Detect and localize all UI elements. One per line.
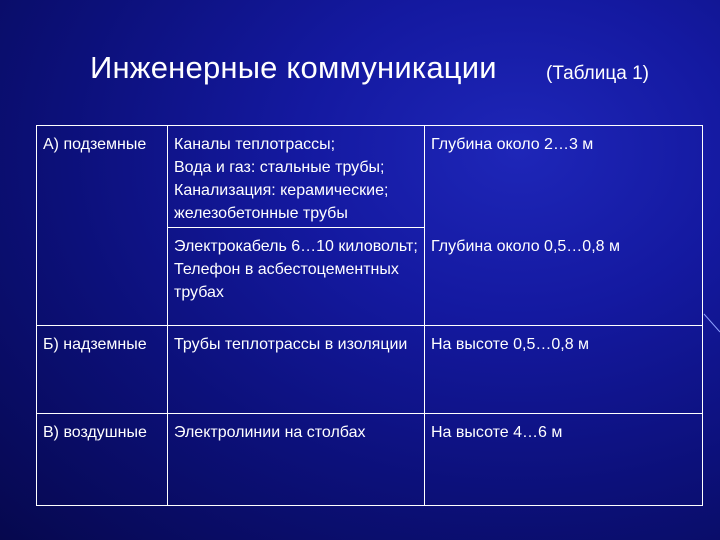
- type-cell: Б) надземные: [37, 326, 168, 414]
- item-text: Вода и газ: стальные трубы;: [174, 159, 385, 176]
- type-cell: А) подземные: [37, 126, 168, 228]
- item-text: Электролинии на столбах: [174, 424, 366, 441]
- depth-cell: На высоте 0,5…0,8 м: [425, 326, 703, 414]
- table-reference: (Таблица 1): [546, 63, 649, 84]
- table-row: [37, 326, 703, 414]
- item-text: Телефон в асбестоцементных трубах: [174, 261, 399, 301]
- slide-title: Инженерные коммуникации: [90, 50, 497, 85]
- item-text: Электрокабель 6…10 киловольт;: [174, 238, 418, 255]
- table-row: [37, 228, 703, 326]
- depth-cell: Глубина около 0,5…0,8 м: [425, 228, 703, 326]
- items-cell: [168, 414, 425, 506]
- type-cell: В) воздушные: [37, 414, 168, 506]
- items-cell: [168, 326, 425, 414]
- item-text: Канализация: керамические; железобетонные трубы: [174, 182, 389, 222]
- item-text: Каналы теплотрассы;: [174, 136, 336, 153]
- table-row: [37, 126, 703, 228]
- items-cell: [168, 126, 425, 228]
- communications-table: [36, 125, 703, 506]
- decorative-diagonal-line: [700, 300, 720, 340]
- table-row: [37, 414, 703, 506]
- type-cell: [37, 228, 168, 326]
- items-cell: [168, 228, 425, 326]
- depth-cell: Глубина около 2…3 м: [425, 126, 703, 228]
- depth-cell: На высоте 4…6 м: [425, 414, 703, 506]
- item-text: Трубы теплотрассы в изоляции: [174, 336, 408, 353]
